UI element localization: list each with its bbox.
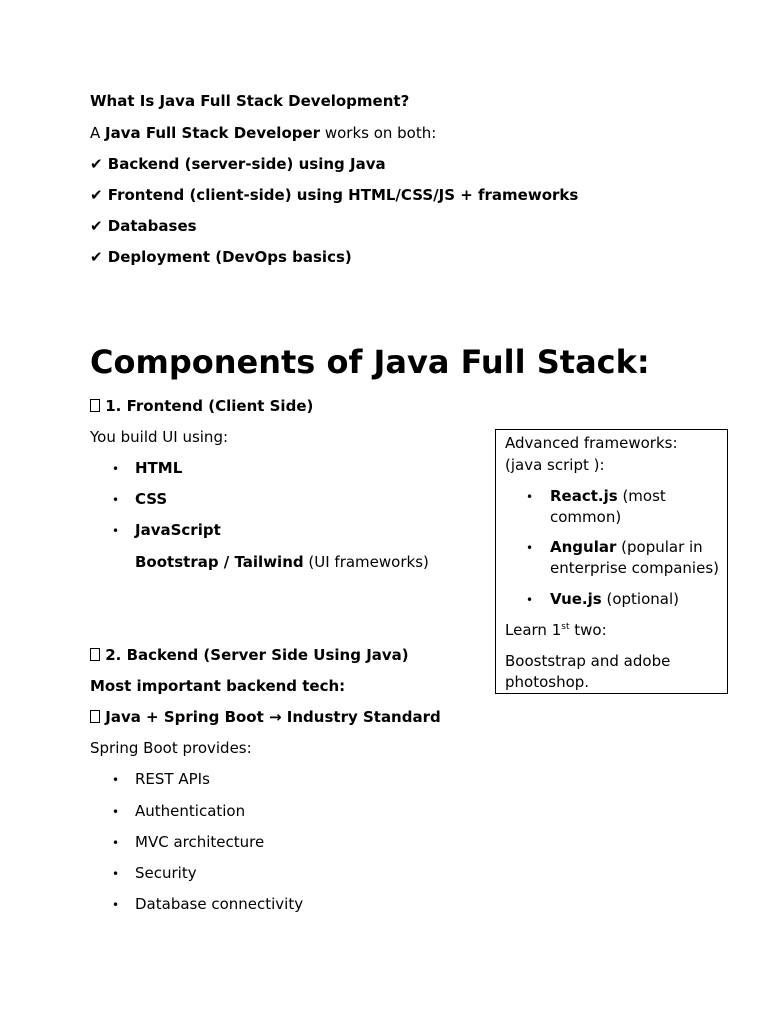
backend-item-rest: REST APIs: [135, 770, 210, 788]
box-tools-line1: Booststrap and adobe: [505, 652, 671, 670]
standard-emoji-icon: [90, 710, 100, 723]
backend-standard-text: Java + Spring Boot → Industry Standard: [105, 708, 441, 726]
bullet-icon: •: [112, 524, 120, 538]
box-learn-sup: st: [561, 622, 570, 632]
intro-line: [90, 123, 436, 143]
box-item-vue-bold: Vue.js: [550, 590, 602, 608]
intro-line-suffix: works on both:: [320, 124, 437, 142]
box-item-angular-bold: Angular: [550, 538, 617, 556]
bullet-icon: •: [112, 898, 120, 912]
frontend-heading-text: 1. Frontend (Client Side): [105, 397, 314, 415]
frontend-item-html: HTML: [135, 459, 183, 477]
box-item-angular-line2: enterprise companies): [550, 559, 719, 577]
components-title: Components of Java Full Stack:: [90, 343, 650, 381]
box-item-vue: [550, 589, 679, 609]
backend-heading: [90, 645, 409, 665]
frontend-item-css: CSS: [135, 490, 168, 508]
box-learn-prefix: Learn 1: [505, 621, 562, 639]
bullet-icon: •: [526, 593, 534, 607]
backend-item-security: Security: [135, 864, 197, 882]
check-item-backend: ✔ Backend (server-side) using Java: [90, 155, 386, 173]
frontend-extra-rest: (UI frameworks): [303, 553, 429, 571]
frontend-emoji-icon: [90, 399, 100, 412]
bullet-icon: •: [112, 462, 120, 476]
backend-heading-text: 2. Backend (Server Side Using Java): [105, 646, 409, 664]
check-item-deployment: ✔ Deployment (DevOps basics): [90, 248, 352, 266]
bullet-icon: •: [112, 805, 120, 819]
box-learn: [505, 620, 607, 640]
backend-item-mvc: MVC architecture: [135, 833, 265, 851]
frontend-item-javascript: JavaScript: [135, 521, 221, 539]
frontend-extra-bold: Bootstrap / Tailwind: [135, 553, 304, 571]
advanced-frameworks-box: [495, 429, 728, 694]
backend-standard: [90, 707, 441, 727]
intro-line-prefix: A: [90, 124, 106, 142]
intro-line-bold: Java Full Stack Developer: [105, 124, 321, 142]
backend-provides: Spring Boot provides:: [90, 739, 252, 757]
bullet-icon: •: [112, 867, 120, 881]
frontend-heading: [90, 396, 313, 416]
bullet-icon: •: [112, 493, 120, 507]
check-item-databases: ✔ Databases: [90, 217, 197, 235]
intro-heading: What Is Java Full Stack Development?: [90, 92, 410, 110]
frontend-extra: [135, 552, 429, 572]
bullet-icon: •: [112, 836, 120, 850]
box-item-vue-rest: (optional): [601, 590, 679, 608]
bullet-icon: •: [526, 490, 534, 504]
box-item-react-bold: React.js: [550, 487, 618, 505]
backend-important: Most important backend tech:: [90, 677, 346, 695]
bullet-icon: •: [112, 773, 120, 787]
box-item-react-line2: common): [550, 508, 622, 526]
box-line1: Advanced frameworks:: [505, 434, 678, 452]
box-line2: (java script ):: [505, 456, 605, 474]
box-item-angular-rest: (popular in: [616, 538, 703, 556]
box-item-react-rest: (most: [617, 487, 666, 505]
box-learn-suffix: two:: [569, 621, 607, 639]
backend-item-db: Database connectivity: [135, 895, 304, 913]
bullet-icon: •: [526, 541, 534, 555]
backend-emoji-icon: [90, 648, 100, 661]
box-item-react: [550, 486, 666, 506]
box-tools-line2: photoshop.: [505, 673, 590, 691]
frontend-intro: You build UI using:: [90, 428, 229, 446]
backend-item-auth: Authentication: [135, 802, 246, 820]
check-item-frontend: ✔ Frontend (client-side) using HTML/CSS/JS + frameworks: [90, 186, 579, 204]
box-item-angular: [550, 537, 703, 557]
